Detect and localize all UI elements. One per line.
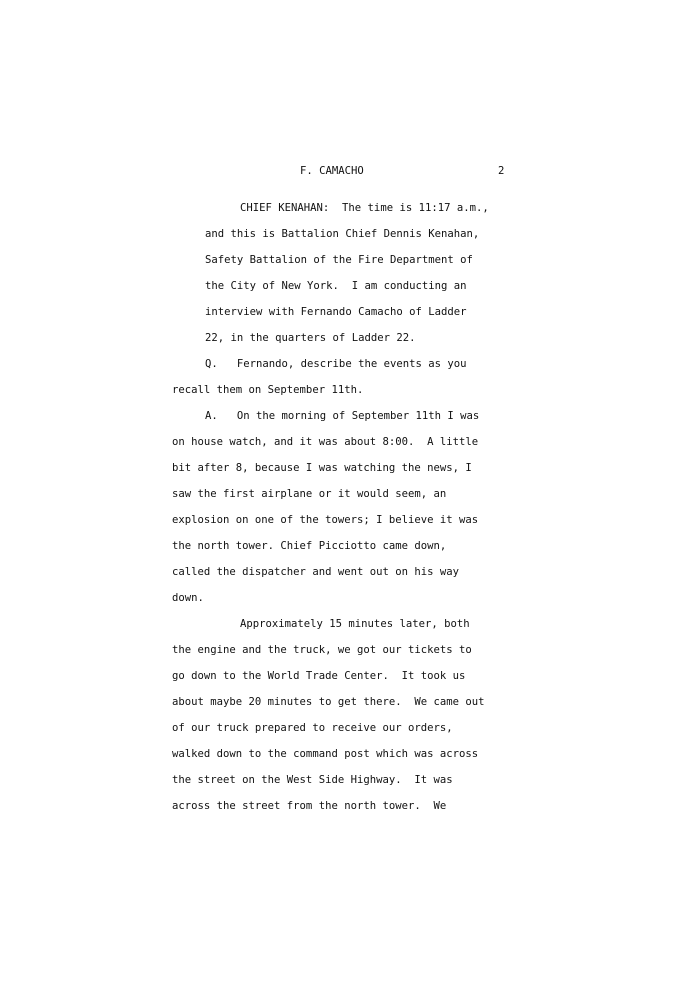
transcript-line: on house watch, and it was about 8:00. A little [172,436,479,448]
page-number: 2 [498,165,505,177]
transcript-line: about maybe 20 minutes to get there. We came out [172,696,485,708]
transcript-line: the City of New York. I am conducting an [205,280,467,292]
transcript-line: saw the first airplane or it would seem, an [172,488,447,500]
transcript-line: explosion on one of the towers; I believe it was [172,514,479,526]
transcript-line: and this is Battalion Chief Dennis Kenahan, [205,228,480,240]
transcript-line: of our truck prepared to receive our orders, [172,722,453,734]
transcript-line: down. [172,592,204,604]
header-witness-name: F. CAMACHO [300,165,364,177]
transcript-line: bit after 8, because I was watching the news, I [172,462,472,474]
transcript-line: the engine and the truck, we got our tickets to [172,644,472,656]
transcript-line: the north tower. Chief Picciotto came down, [172,540,447,552]
transcript-line: Approximately 15 minutes later, both [240,618,470,630]
transcript-line: Safety Battalion of the Fire Department of [205,254,473,266]
transcript-line: called the dispatcher and went out on his way [172,566,460,578]
transcript-line: Q. Fernando, describe the events as you [205,358,467,370]
transcript-line: 22, in the quarters of Ladder 22. [205,332,416,344]
transcript-line: A. On the morning of September 11th I was [205,410,480,422]
transcript-line: CHIEF KENAHAN: The time is 11:17 a.m., [240,202,489,214]
transcript-line: interview with Fernando Camacho of Ladder [205,306,467,318]
transcript-line: across the street from the north tower. We [172,800,447,812]
transcript-line: the street on the West Side Highway. It was [172,774,453,786]
transcript-line: walked down to the command post which was across [172,748,479,760]
transcript-line: go down to the World Trade Center. It took us [172,670,466,682]
transcript-line: recall them on September 11th. [172,384,364,396]
